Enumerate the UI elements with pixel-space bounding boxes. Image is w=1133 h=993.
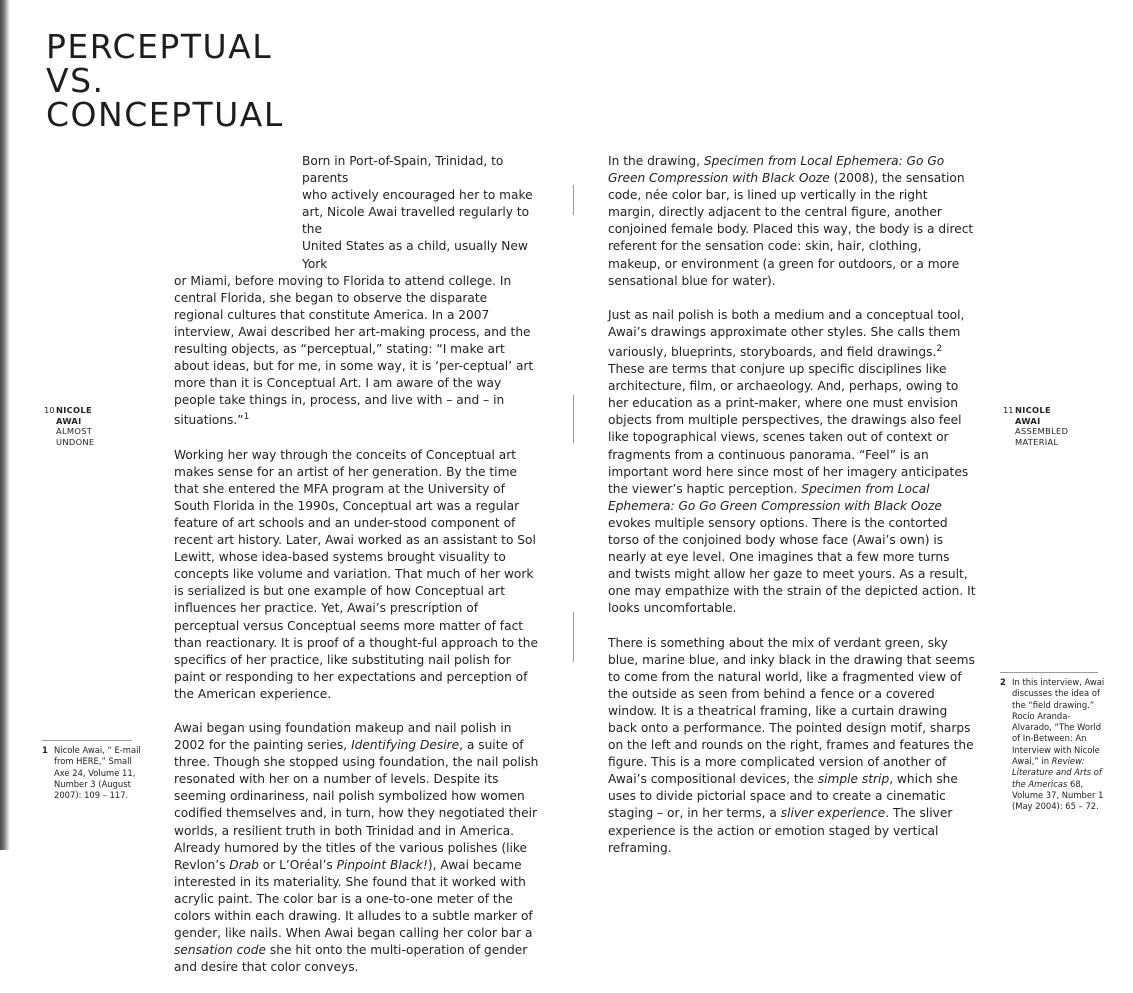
text-run: or L’Oréal’s [258,857,337,872]
text-run: she hit onto the multi-operation of gender and desire that color conveys. [174,943,528,975]
text-run: , which she uses to divide pictorial space and to create a cinematic staging – or, in her terms, a [608,772,958,821]
footnote-1 [42,745,142,801]
gutter-mark [573,185,574,215]
italic-title: Pinpoint Black! [336,857,428,872]
figure-caption-11 [1003,405,1068,447]
caption-artist: NICOLE [56,405,92,415]
indent-line: United States as a child, usually New York [302,239,528,271]
caption-artist: AWAI [1015,415,1041,426]
italic-term: sensation code [174,943,267,958]
title-line: PERCEPTUAL [46,27,273,66]
indent-line: who actively encouraged her to make [302,188,533,203]
title-line: CONCEPTUAL [46,95,284,134]
footnote-ref-1[interactable]: 1 [243,412,250,423]
caption-work-title: ALMOST [56,426,93,436]
italic-title: Specimen from Local Ephemera: Go Go Green Compression with Black Ooze [608,154,945,186]
text-run: . The sliver experience is the action or emotion staged by vertical reframing. [608,806,953,855]
paragraph-text: or Miami, before moving to Florida to attend college. In central Florida, she began to observe the disparate regional cultures that constitute America. In a 2007 interview, Awai described her art-making process, and the resulting objects, as “perceptual,” stating: “I make art about ideas, but for me, in some way, it is ‘per-ceptual’ art more than it is Conceptual Art. I am aware of the way people take things in, process, and live with – and – in situations.” [174,273,534,428]
caption-artist: NICOLE [1015,405,1051,415]
paragraph-3 [174,720,540,976]
footnote-rule [42,740,132,741]
footnote-2 [1000,677,1106,813]
page-binding-edge [0,0,10,850]
caption-work-title: UNDONE [56,436,95,447]
italic-title: Specimen from Local Ephemera: Go Go Green Compression with Black Ooze [608,481,942,513]
footnote-text [1000,677,1106,813]
footnote-rule [1000,672,1098,673]
footnote-number: 1 [42,745,48,755]
figure-caption-10 [44,405,94,447]
gutter-mark [573,612,574,662]
figure-number: 11 [1003,405,1014,415]
text-run: , a suite of three. Though she stopped using foundation, the nail polish resonated with her on a number of levels. Despite its seeming ordinariness, nail polish symbolized how women codified themselves and, in turn, how they negotiated their worlds, a resilient truth in both Trinidad and in America. Already humored by the titles of the various polishes (like Revlon’s [174,738,539,872]
page-title [46,27,284,134]
italic-title: Drab [229,857,259,872]
text-run: Awai began using foundation makeup and nail polish in 2002 for the painting series, [174,720,512,753]
footnote-number: 2 [1000,677,1006,687]
caption-work-title: MATERIAL [1015,436,1059,447]
footnote-ref-2[interactable]: 2 [936,343,943,354]
footnote-text: Nicole Awai, “ E-mail from HERE,” Small Axe 24, Volume 11, Number 3 (August 2007): 109 – 117. [54,745,141,801]
gutter-mark [573,395,574,443]
paragraph-2: Working her way through the conceits of Conceptual art makes sense for an artist of her generation. By the time that she entered the MFA program at the University of South Florida in the 1990s, Conceptual art was a regular feature of art schools and an under-stood component of recent art history. Later, Awai worked as an assistant to Sol Lewitt, whose idea-based systems brought visuality to concepts like volume and variation. That much of her work is serialized is but one example of how Conceptual art influences her practice. Yet, Awai’s prescription of perceptual versus Conceptual seems more matter of fact than reactionary. It is proof of a thought-ful approach to the specifics of her practice, like substituting nail polish for paint or responding to her expectations and perception of the American experience. [174,447,539,701]
italic-term: sliver experience [780,806,886,821]
text-run: evokes multiple sensory options. There is the contorted torso of the conjoined body whose face (Awai’s own) is nearly at eye level. One imagines that a few more turns and twists might allow her gaze to meet yours. As a result, one may empathize with the strain of the depicted action. It looks uncomfortable. [608,515,976,616]
italic-term: simple strip [817,772,890,787]
figure-number: 10 [44,405,55,415]
paragraph-5 [608,307,976,618]
italic-title: Review: Literature and Arts of the Americas [1012,756,1102,789]
caption-work-title: ASSEMBLED [1015,426,1069,436]
paragraph-4 [608,153,976,290]
text-run: Just as nail polish is both a medium and a conceptual tool, Awai’s drawings approximate other styles. She calls them variously, blueprints, storyboards, and field drawings. [608,307,965,359]
caption-artist: AWAI [56,415,82,426]
text-run: There is something about the mix of verdant green, sky blue, marine blue, and inky black in the drawing that seems to come from the natural world, like a fragmented view of the outside as seen from behind a fence or a covered window. It is a theatrical framing, like a curtain drawing back onto a performance. The pointed design motif, sharps on the left and rounds on the right, frames and features the figure. This is a more complicated version of another of Awai’s compositional devices, the [608,635,975,787]
text-run: (2008), the sensation code, née color bar, is lined up vertically in the right margin, directly adjacent to the central figure, another conjoined female body. Placed this way, the body is a direct referent for the sensation code: skin, hair, clothing, makeup, or environment (a green for outdoors, or a more sensational blue for water). [608,171,974,288]
text-run: In the drawing, [608,154,704,168]
italic-title: Identifying Desire [351,738,460,753]
text-run: In this interview, Awai discusses the idea of the “field drawing.” Rocío Aranda-Alvarado, “The World of In-Between: An Interview with Nicole Awai,” in [1012,677,1105,767]
text-run: These are terms that conjure up specific disciplines like architecture, film, or archaeology. And, perhaps, owing to her education as a print-maker, where one must envision objects from multiple perspectives, the drawings also feel like topographical views, scenes taken out of context or fragments from a continuous panorama. “Feel” is an important word here since most of her imagery anticipates the viewer’s haptic perception. [608,362,969,496]
paragraph-6 [608,635,976,857]
indent-line: art, Nicole Awai travelled regularly to the [302,205,530,237]
text-run: 68, Volume 37, Number 1 (May 2004): 65 – 72. [1012,778,1104,812]
text-run: ), Awai became interested in its materiality. She found that it worked with acrylic paint. The color bar is a one-to-one meter of the colors within each drawing. It alludes to a subtle marker of gender, like nails. When Awai began calling her color bar a [174,857,533,941]
indent-line: Born in Port-of-Spain, Trinidad, to parents [302,154,504,186]
left-text-column [174,153,540,993]
right-text-column [608,153,976,874]
title-line: VS. [46,61,105,100]
paragraph-1 [174,153,540,430]
